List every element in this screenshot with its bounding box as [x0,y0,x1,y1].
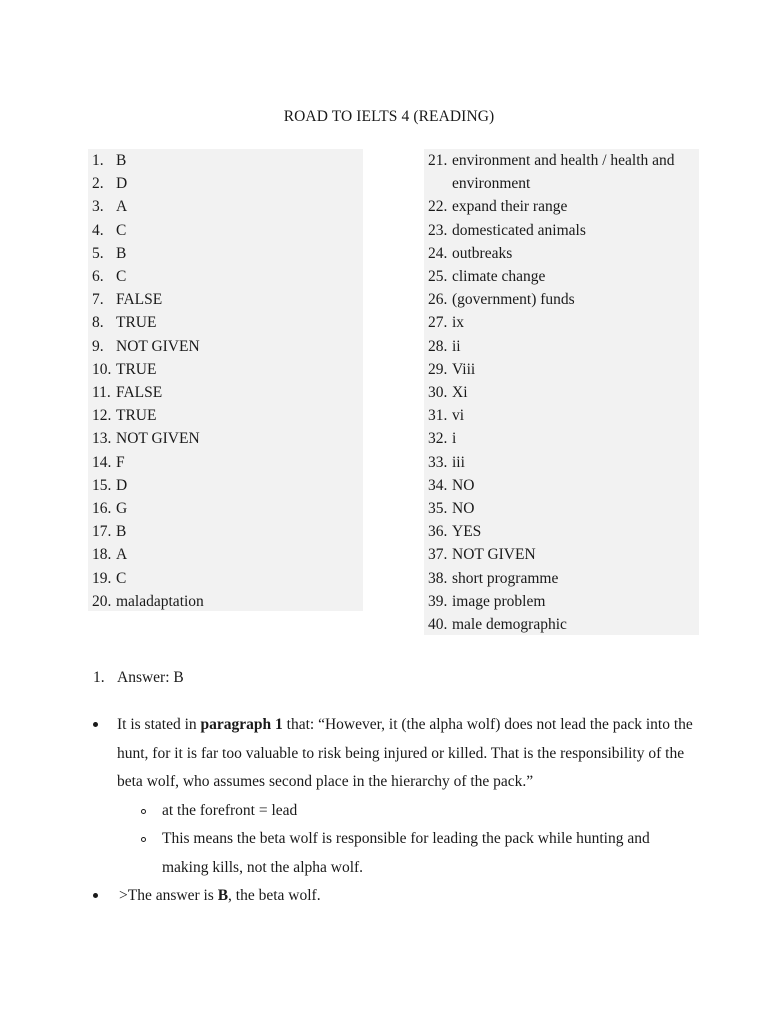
answer-text: expand their range [452,198,568,216]
answer-item [424,288,699,311]
answer-number: 21. [428,152,448,169]
answer-number: 20. [92,592,112,610]
answer-item [424,590,699,613]
answer-item [88,265,363,288]
answer-text: i [452,430,457,448]
answer-number: 31. [428,407,448,425]
answer-number: 5. [92,244,104,262]
answer-text: NOT GIVEN [116,337,200,355]
answer-item [424,149,699,195]
answer-item [424,427,699,450]
answer-number: 32. [428,430,448,448]
bullet-item [93,882,703,911]
answer-text: Xi [452,384,468,402]
answer-item [88,520,363,543]
answer-number: 18. [92,546,112,564]
answer-number: 19. [92,569,112,587]
answer-text: F [116,453,125,471]
answer-item [424,451,699,474]
answer-item [424,381,699,404]
answer-number: 15. [92,476,112,494]
sub-bullet-text: This means the beta wolf is responsible for leading the pack while hunting and making kills, not the alpha wolf. [162,830,650,876]
answer-text: (government) funds [452,291,575,309]
bullet-dot-icon [93,722,98,727]
answer-item [88,590,363,613]
bullet-text-rest: that: “However, it (the alpha wolf) does not lead the pack into the hunt, for it is far too valuable to risk being injured or killed. That is the responsibility of the beta wolf, who assumes second place in the hierarchy of the pack.” [117,716,693,790]
bullet-text-bold: B [217,887,229,904]
answer-item [424,613,699,636]
answer-item [88,404,363,427]
sub-bullet-item [93,797,703,826]
sub-bullet-circle-icon [141,837,146,842]
document-title: ROAD TO IELTS 4 (READING) [283,108,495,125]
answer-text: C [116,268,127,286]
answer-number: 39. [428,592,448,610]
answer-text: vi [452,407,465,425]
answer-text: B [116,523,127,541]
answer-item [424,358,699,381]
answer-number: 25. [428,268,448,286]
answer-number: 30. [428,384,448,402]
answer-text: C [116,569,127,587]
explanation-number: 1. [93,669,105,686]
answer-item [424,543,699,566]
answer-item [424,335,699,358]
bullet-text-prefix: It is stated in [117,716,201,733]
answer-item [88,381,363,404]
answer-item [88,172,363,195]
answer-text: B [116,152,127,169]
answer-number: 8. [92,314,104,332]
answer-number: 29. [428,360,448,378]
answer-text: TRUE [116,407,157,425]
answer-text: environment and health / health and environment [452,152,675,193]
answer-list-right [424,149,699,635]
answer-number: 9. [92,337,104,355]
answer-number: 22. [428,198,448,216]
answer-text: C [116,221,127,239]
sub-bullet-text: at the forefront = lead [162,801,298,819]
bullet-text-prefix: >The answer is [119,887,218,904]
answer-item [88,288,363,311]
answer-item [88,195,363,218]
answer-number: 12. [92,407,112,425]
answer-number: 38. [428,569,448,587]
answer-item [424,497,699,520]
sub-bullet-item [93,825,703,882]
answer-text: D [116,175,128,193]
answer-text: D [116,476,128,494]
answer-number: 17. [92,523,112,541]
bullet-dot-icon [93,893,98,898]
answer-text: climate change [452,268,546,286]
answer-number: 28. [428,337,448,355]
answer-item [88,427,363,450]
answer-number: 2. [92,175,104,193]
answer-item [424,242,699,265]
answer-text: iii [452,453,465,471]
answer-item [424,567,699,590]
answer-text: G [116,500,128,518]
answer-number: 16. [92,500,112,518]
answer-item [88,497,363,520]
answer-number: 13. [92,430,112,448]
answer-number: 26. [428,291,448,309]
answer-text: maladaptation [116,592,204,610]
answer-number: 34. [428,476,448,494]
answer-number: 36. [428,523,448,541]
answer-text: NO [452,476,475,494]
answer-item [88,567,363,590]
bullet-item [93,711,703,797]
answer-number: 7. [92,291,104,309]
answer-item [88,242,363,265]
answer-item [424,265,699,288]
answer-text: NOT GIVEN [452,546,536,564]
answer-text: ii [452,337,461,355]
answer-number: 14. [92,453,112,471]
answer-item [424,219,699,242]
answer-number: 33. [428,453,448,471]
answer-number: 11. [92,384,111,402]
answer-item [424,404,699,427]
explanation-body [93,711,703,911]
answer-number: 37. [428,546,448,564]
answer-item [88,451,363,474]
answer-number: 40. [428,616,448,634]
answer-item [424,311,699,334]
answer-number: 10. [92,360,112,378]
answer-text: B [116,244,127,262]
answer-item [424,474,699,497]
answer-item [424,195,699,218]
answer-text: domesticated animals [452,221,586,239]
sub-bullet-circle-icon [141,809,146,814]
answer-text: outbreaks [452,244,513,262]
answer-number: 6. [92,268,104,286]
answer-text: Viii [452,360,476,378]
answer-item [88,543,363,566]
answer-text: YES [452,523,482,541]
answer-text: A [116,198,128,216]
answer-text: TRUE [116,360,157,378]
answer-item [88,149,363,172]
answer-number: 1. [92,152,104,169]
answer-item [424,520,699,543]
answer-item [88,474,363,497]
answer-text: TRUE [116,314,157,332]
answer-text: FALSE [116,384,163,402]
answer-number: 23. [428,221,448,239]
answer-number: 27. [428,314,448,332]
bullet-text-rest: , the beta wolf. [228,887,321,904]
answer-text: short programme [452,569,559,587]
answer-number: 24. [428,244,448,262]
answer-text: ix [452,314,465,332]
answer-text: NOT GIVEN [116,430,200,448]
answer-text: NO [452,500,475,518]
answer-number: 3. [92,198,104,216]
answer-number: 35. [428,500,448,518]
answer-item [88,311,363,334]
answer-item [88,219,363,242]
answer-list-left [88,149,363,611]
answer-line: Answer: B [117,669,184,686]
bullet-text-bold: paragraph 1 [200,716,283,733]
answer-item [88,358,363,381]
answer-number: 4. [92,221,104,239]
answer-text: A [116,546,128,564]
answer-text: FALSE [116,291,163,309]
answer-item [88,335,363,358]
answer-text: image problem [452,592,546,610]
answer-text: male demographic [452,616,567,634]
